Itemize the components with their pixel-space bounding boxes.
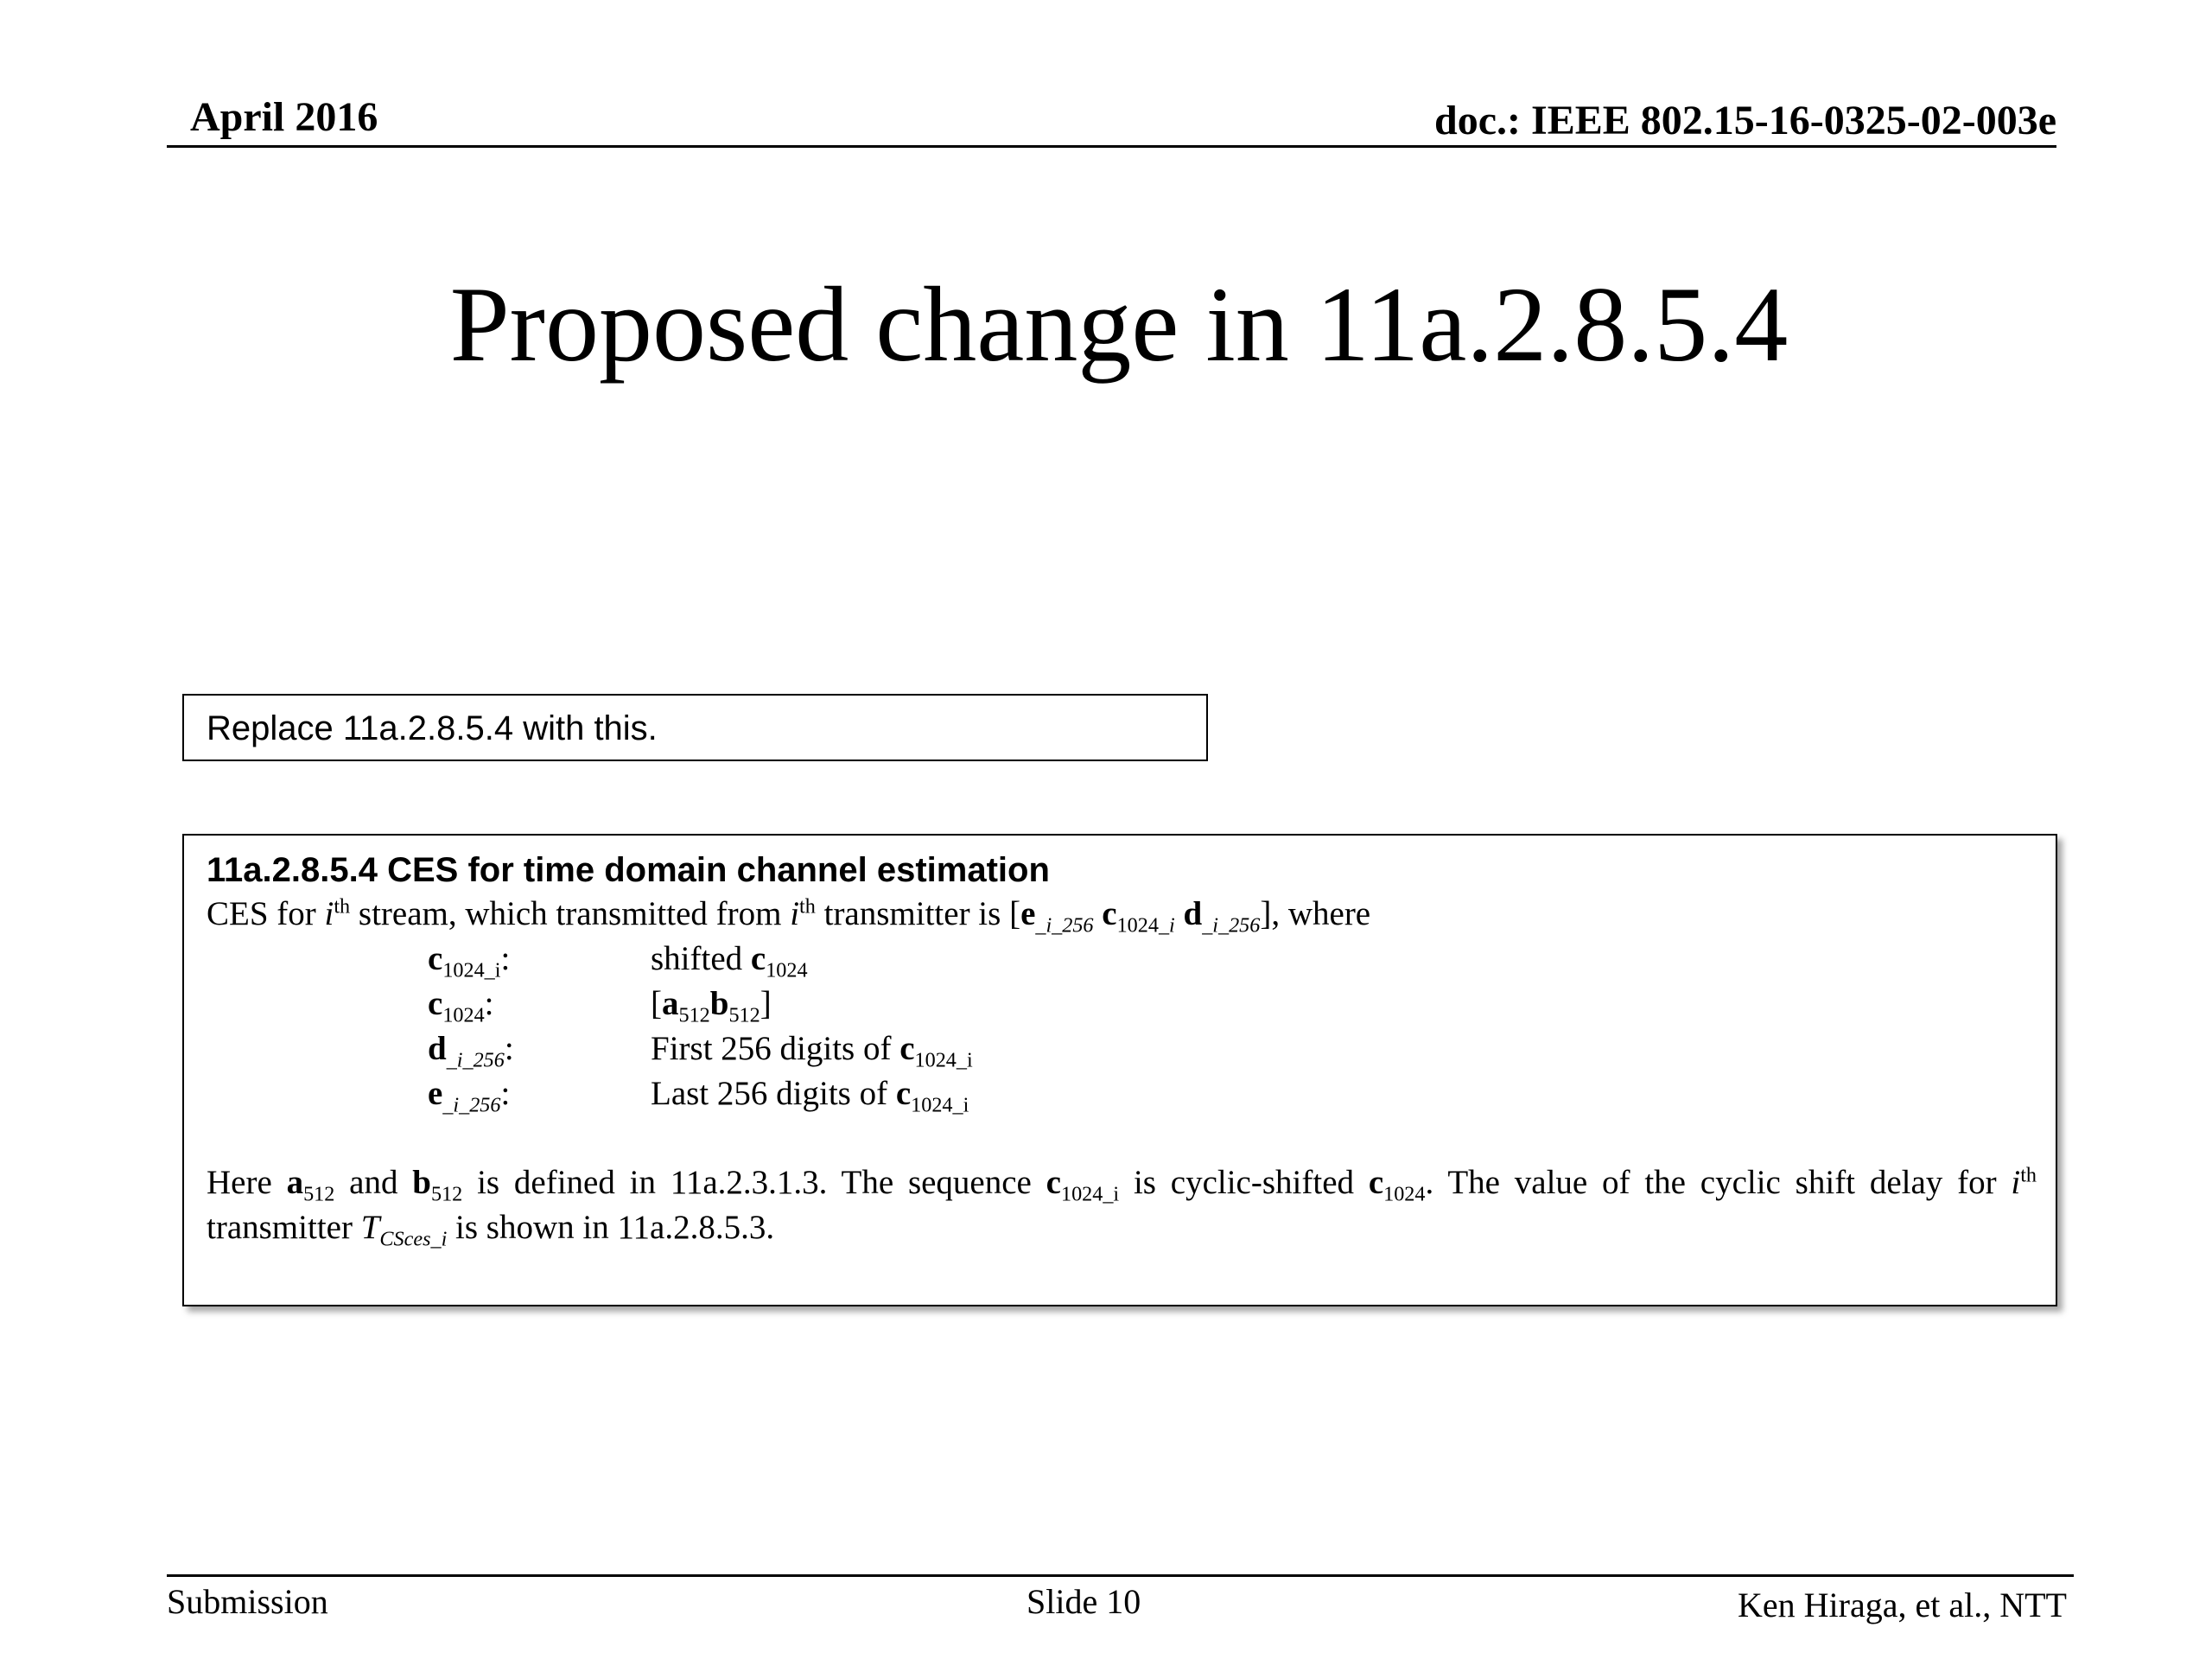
section-content-box: [182, 834, 2057, 1306]
footer-divider: [167, 1574, 2074, 1577]
header-doc-id: doc.: IEEE 802.15-16-0325-02-003e: [1434, 98, 2056, 143]
definition-description: shifted $c_{1024}$: [651, 940, 808, 982]
definition-symbol: $c_{1024\_i}$:: [428, 940, 511, 982]
footer-submission: Submission: [167, 1582, 328, 1621]
instruction-box: [182, 694, 1208, 761]
definition-symbol: $e_{\_i\_256}$:: [428, 1075, 511, 1117]
header-date: April 2016: [190, 94, 378, 140]
footer-authors: Ken Hiraga, et al., NTT: [1738, 1586, 2067, 1624]
definition-symbol: $d_{\_i\_256}$:: [428, 1030, 514, 1072]
header-divider: [167, 145, 2056, 148]
section-paragraph: Here $a_{512}$ and $b_{512}$ is defined in 11a.2.3.1.3. The sequence $c_{1024\_i}$ is cyclic-shifted $c_{1024}$. The value of the cyclic shift delay for $i^{th}$ transmitter $T_{CSces\_i}$ is shown in 11a.2.8.5.3.: [207, 1163, 2037, 1251]
section-heading: 11a.2.8.5.4 CES for time domain channel estimation: [207, 851, 1050, 889]
ces-definition-line: CES for $i^{th}$ stream, which transmitted from $i^{th}$ transmitter is [$e_{\_i\_256}$ $c_{1024\_i}$ $d_{\_i\_256}$], where: [207, 894, 1371, 938]
slide-title: Proposed change in 11a.2.8.5.4: [449, 265, 1789, 384]
instruction-text: Replace 11a.2.8.5.4 with this.: [207, 709, 658, 747]
definition-description: First 256 digits of $c_{1024\_i}$: [651, 1030, 973, 1072]
definition-symbol: $c_{1024}$:: [428, 985, 494, 1027]
definition-description: $[a_{512}b_{512}]$: [651, 985, 772, 1027]
definition-description: Last 256 digits of $c_{1024\_i}$: [651, 1075, 969, 1117]
footer-slide-number: Slide 10: [1027, 1582, 1141, 1621]
